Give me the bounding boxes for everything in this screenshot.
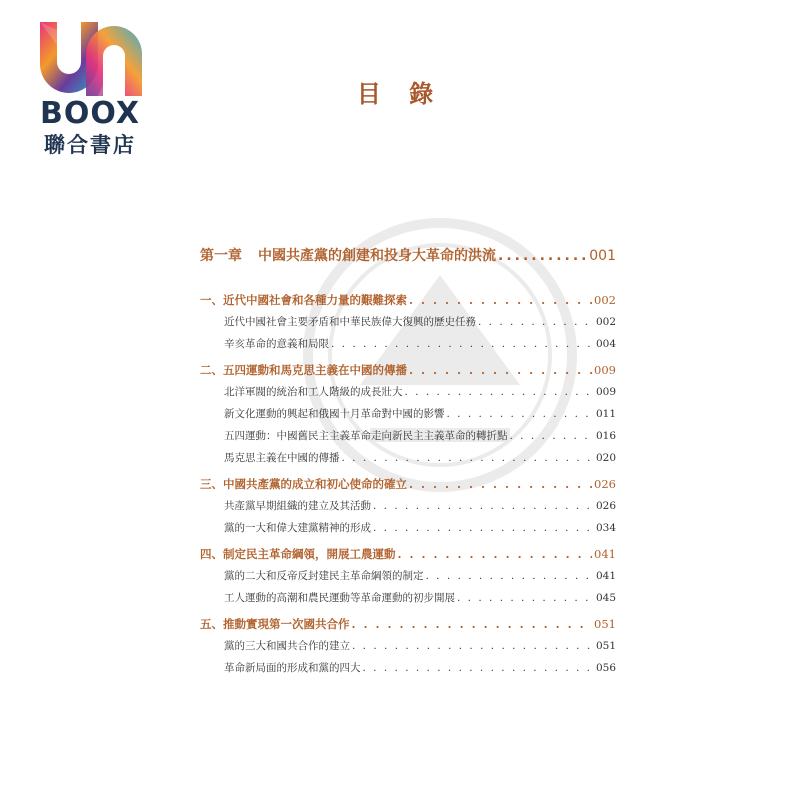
section-page: 051: [594, 617, 616, 631]
section-title: 五、推動實現第一次國共合作: [200, 617, 350, 631]
leader-dots: [405, 381, 594, 403]
entry-title: 五四運動：中國舊民主主義革命走向新民主主義革命的轉折點: [224, 430, 508, 442]
entry-page: 056: [595, 662, 616, 674]
entry-page: 009: [595, 386, 616, 398]
entry-page: 034: [595, 522, 616, 534]
leader-dots: [352, 613, 593, 635]
entry-page: 011: [595, 408, 616, 420]
entry-page: 002: [595, 316, 616, 328]
entry-page: 004: [595, 338, 616, 350]
section-page: 041: [594, 547, 616, 561]
toc-entry[interactable]: [200, 635, 616, 657]
leader-dots: [447, 403, 594, 425]
entry-title: 新文化運動的興起和俄國十月革命對中國的影響: [224, 408, 445, 420]
section-page: 009: [594, 363, 616, 377]
page-title: 目 錄: [356, 79, 444, 108]
toc-entry[interactable]: [200, 565, 616, 587]
leader-dots: [457, 587, 594, 609]
entry-title: 近代中國社會主要矛盾和中華民族偉大復興的歷史任務: [224, 316, 476, 328]
toc-section[interactable]: [200, 359, 616, 381]
entry-title: 北洋軍閥的統治和工人階級的成長壯大: [224, 386, 403, 398]
toc-entry[interactable]: [200, 657, 616, 679]
section-title: 一、近代中國社會和各種力量的艱難探索: [200, 293, 407, 307]
entry-page: 051: [595, 640, 616, 652]
sections-list: [200, 289, 616, 679]
toc-entry[interactable]: [200, 381, 616, 403]
entry-page: 045: [595, 592, 616, 604]
entry-title: 黨的二大和反帝反封建民主革命綱領的制定: [224, 570, 424, 582]
entry-page: 020: [595, 452, 616, 464]
entry-title: 革命新局面的形成和黨的四大: [224, 662, 361, 674]
toc-entry[interactable]: [200, 403, 616, 425]
chapter-number: 第一章: [200, 248, 242, 264]
toc-entry[interactable]: [200, 333, 616, 355]
store-name: 聯合書店: [44, 133, 136, 157]
leader-dots: [363, 657, 594, 679]
leader-dots: [426, 565, 594, 587]
leader-dots: [352, 635, 594, 657]
section-page: 002: [594, 293, 616, 307]
leader-dots: [478, 311, 594, 333]
leader-dots: [373, 495, 594, 517]
entry-title: 黨的三大和國共合作的建立: [224, 640, 350, 652]
entry-title: 辛亥革命的意義和局限: [224, 338, 329, 350]
entry-title: 共產黨早期組織的建立及其活動: [224, 500, 371, 512]
entry-title: 馬克思主義在中國的傳播: [224, 452, 340, 464]
leader-dots: [409, 359, 592, 381]
leader-dots: [373, 517, 594, 539]
table-of-contents: [200, 243, 616, 679]
section-title: 四、制定民主革命綱領，開展工農運動: [200, 547, 396, 561]
chapter-title: 中國共產黨的創建和投身大革命的洪流: [258, 248, 496, 264]
toc-entry[interactable]: [200, 447, 616, 469]
entry-page: 041: [595, 570, 616, 582]
leader-dots: [510, 425, 594, 447]
leader-dots: [409, 473, 592, 495]
toc-entry[interactable]: [200, 517, 616, 539]
toc-section[interactable]: [200, 543, 616, 565]
entry-page: 026: [595, 500, 616, 512]
section-page: 026: [594, 477, 616, 491]
toc-entry[interactable]: [200, 587, 616, 609]
leader-dots: [409, 289, 592, 311]
chapter-page: 001: [589, 248, 616, 264]
entry-title: 黨的一大和偉大建黨精神的形成: [224, 522, 371, 534]
leader-dots: [498, 243, 587, 269]
toc-section[interactable]: [200, 473, 616, 495]
toc-entry[interactable]: [200, 425, 616, 447]
leader-dots: [398, 543, 593, 565]
toc-entry[interactable]: [200, 495, 616, 517]
toc-section[interactable]: [200, 613, 616, 635]
entry-title: 工人運動的高潮和農民運動等革命運動的初步開展: [224, 592, 455, 604]
toc-section[interactable]: [200, 289, 616, 311]
entry-page: 016: [595, 430, 616, 442]
section-title: 二、五四運動和馬克思主義在中國的傳播: [200, 363, 407, 377]
leader-dots: [331, 333, 594, 355]
chapter-heading[interactable]: [200, 243, 616, 269]
boox-wordmark: BOOX: [40, 96, 140, 131]
section-title: 三、中國共產黨的成立和初心使命的確立: [200, 477, 407, 491]
toc-entry[interactable]: [200, 311, 616, 333]
leader-dots: [342, 447, 594, 469]
